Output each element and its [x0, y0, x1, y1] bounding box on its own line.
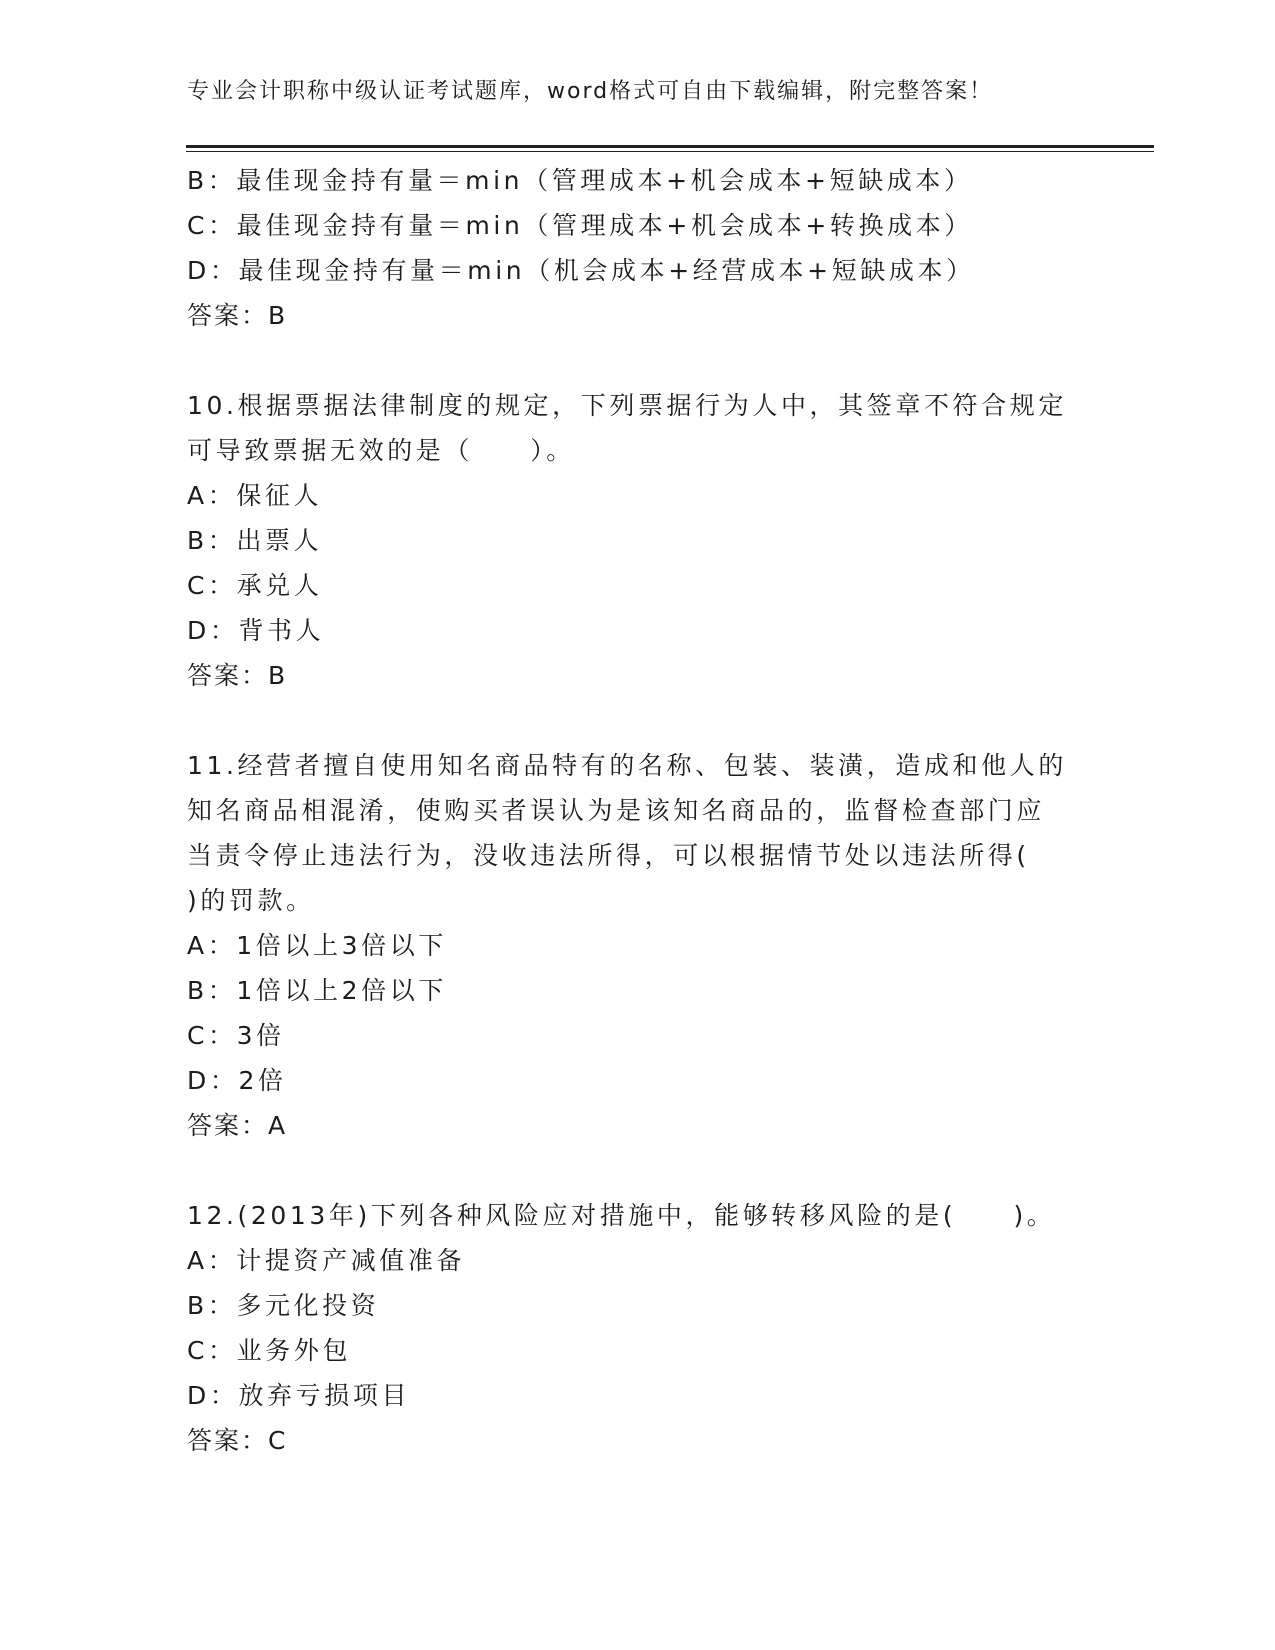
document-body [187, 158, 1087, 1463]
partial-question [187, 158, 1087, 338]
option-a: A：保征人 [187, 481, 323, 510]
option-b: B：最佳现金持有量＝min（管理成本+机会成本+短缺成本） [187, 166, 973, 195]
question-stem-line: 知名商品相混淆，使购买者误认为是该知名商品的，监督检查部门应 [187, 796, 1046, 825]
option-d: D：背书人 [187, 616, 325, 645]
option-a: A：计提资产减值准备 [187, 1246, 466, 1275]
option-c: C：业务外包 [187, 1336, 352, 1365]
option-d: D：放弃亏损项目 [187, 1381, 411, 1410]
option-c: C：最佳现金持有量＝min（管理成本+机会成本+转换成本） [187, 211, 973, 240]
answer: 答案：C [187, 1426, 288, 1455]
header-rule-thick [186, 145, 1154, 148]
option-b: B：1倍以上2倍以下 [187, 976, 447, 1005]
answer: 答案：B [187, 661, 288, 690]
option-c: C：承兑人 [187, 571, 323, 600]
question-stem-line: 当责令停止违法行为，没收违法所得，可以根据情节处以违法所得( [187, 841, 1030, 870]
question-stem-line: )的罚款。 [187, 886, 315, 915]
option-d: D：2倍 [187, 1066, 287, 1095]
question-12 [187, 1193, 1087, 1463]
option-c: C：3倍 [187, 1021, 285, 1050]
option-d: D：最佳现金持有量＝min（机会成本+经营成本+短缺成本） [187, 256, 975, 285]
answer: 答案：B [187, 301, 288, 330]
question-stem-line: 12.(2013年)下列各种风险应对措施中，能够转移风险的是( )。 [187, 1201, 1056, 1230]
header-rule-thin [186, 151, 1154, 152]
option-b: B：多元化投资 [187, 1291, 380, 1320]
answer: 答案：A [187, 1111, 288, 1140]
page-header-text: 专业会计职称中级认证考试题库，word格式可自由下载编辑，附完整答案！ [187, 79, 994, 104]
question-stem-line: 10.根据票据法律制度的规定，下列票据行为人中，其签章不符合规定 [187, 391, 1067, 420]
option-a: A：1倍以上3倍以下 [187, 931, 447, 960]
option-b: B：出票人 [187, 526, 323, 555]
question-11 [187, 743, 1087, 1148]
question-10 [187, 383, 1087, 698]
question-stem-line: 可导致票据无效的是（ ）。 [187, 436, 575, 465]
question-stem-line: 11.经营者擅自使用知名商品特有的名称、包装、装潢，造成和他人的 [187, 751, 1067, 780]
